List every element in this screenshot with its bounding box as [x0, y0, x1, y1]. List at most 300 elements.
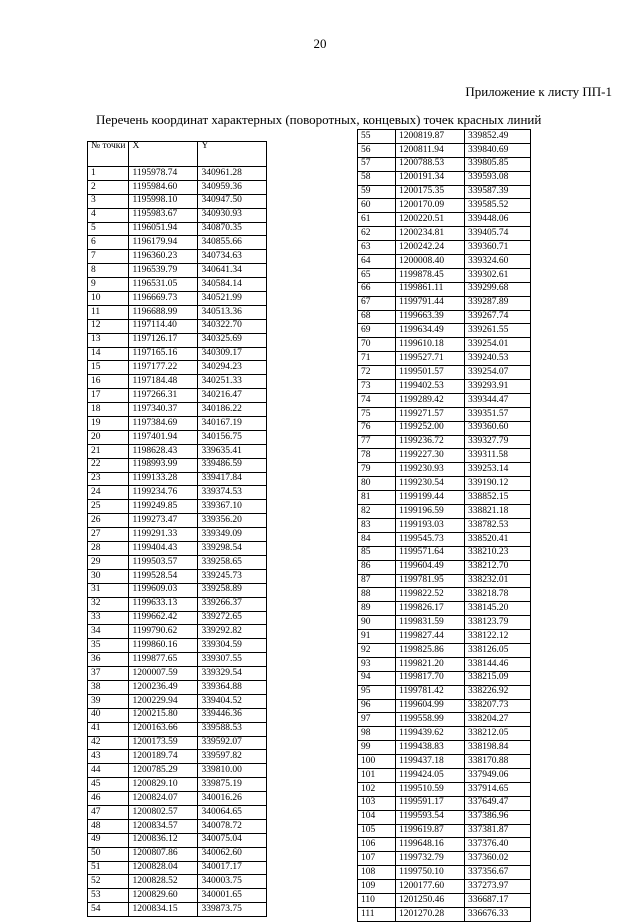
point-number-cell: 13	[88, 333, 129, 347]
x-coordinate-cell: 1199291.33	[129, 528, 198, 542]
table-row	[88, 180, 267, 194]
y-coordinate-cell: 337386.96	[465, 810, 531, 824]
table-row	[88, 750, 267, 764]
x-coordinate-cell: 1199633.13	[129, 597, 198, 611]
point-number-cell: 4	[88, 208, 129, 222]
point-number-cell: 20	[88, 430, 129, 444]
x-coordinate-cell: 1196531.05	[129, 278, 198, 292]
y-coordinate-cell: 340001.65	[198, 889, 267, 903]
y-coordinate-cell: 339351.57	[465, 407, 531, 421]
y-coordinate-cell: 339805.85	[465, 157, 531, 171]
point-number-cell: 3	[88, 194, 129, 208]
y-coordinate-cell: 338170.88	[465, 755, 531, 769]
point-number-cell: 17	[88, 389, 129, 403]
table-row	[358, 241, 531, 255]
y-coordinate-cell: 340870.35	[198, 222, 267, 236]
table-row	[88, 347, 267, 361]
point-number-cell: 107	[358, 852, 396, 866]
y-coordinate-cell: 340294.23	[198, 361, 267, 375]
y-coordinate-cell: 338210.23	[465, 546, 531, 560]
y-coordinate-cell: 337381.87	[465, 824, 531, 838]
y-coordinate-cell: 337649.47	[465, 796, 531, 810]
point-number-cell: 74	[358, 393, 396, 407]
table-row	[88, 805, 267, 819]
y-coordinate-cell: 338226.92	[465, 685, 531, 699]
table-row	[88, 639, 267, 653]
y-coordinate-cell: 339329.54	[198, 667, 267, 681]
x-coordinate-cell: 1199558.99	[396, 713, 465, 727]
table-row	[88, 819, 267, 833]
point-number-cell: 60	[358, 199, 396, 213]
table-row	[88, 389, 267, 403]
header-y: Y	[198, 142, 267, 167]
y-coordinate-cell: 339840.69	[465, 143, 531, 157]
y-coordinate-cell: 339360.60	[465, 421, 531, 435]
point-number-cell: 68	[358, 310, 396, 324]
point-number-cell: 12	[88, 319, 129, 333]
y-coordinate-cell: 340167.19	[198, 417, 267, 431]
y-coordinate-cell: 338126.05	[465, 643, 531, 657]
y-coordinate-cell: 339302.61	[465, 268, 531, 282]
point-number-cell: 90	[358, 616, 396, 630]
y-coordinate-cell: 337914.65	[465, 782, 531, 796]
x-coordinate-cell: 1199289.42	[396, 393, 465, 407]
table-row	[88, 361, 267, 375]
x-coordinate-cell: 1200828.04	[129, 861, 198, 875]
table-row	[88, 500, 267, 514]
x-coordinate-cell: 1199750.10	[396, 866, 465, 880]
x-coordinate-cell: 1200829.10	[129, 778, 198, 792]
y-coordinate-cell: 339245.73	[198, 569, 267, 583]
point-number-cell: 35	[88, 639, 129, 653]
y-coordinate-cell: 338821.18	[465, 505, 531, 519]
table-row	[88, 264, 267, 278]
y-coordinate-cell: 339261.55	[465, 324, 531, 338]
table-row	[88, 555, 267, 569]
point-number-cell: 15	[88, 361, 129, 375]
x-coordinate-cell: 1196539.79	[129, 264, 198, 278]
table-row	[88, 722, 267, 736]
x-coordinate-cell: 1200836.12	[129, 833, 198, 847]
table-row	[358, 393, 531, 407]
y-coordinate-cell: 339344.47	[465, 393, 531, 407]
table-row	[88, 694, 267, 708]
point-number-cell: 100	[358, 755, 396, 769]
y-coordinate-cell: 340325.69	[198, 333, 267, 347]
table-row	[358, 880, 531, 894]
point-number-cell: 104	[358, 810, 396, 824]
table-row	[358, 282, 531, 296]
table-row	[88, 292, 267, 306]
table-row	[88, 333, 267, 347]
header-point-number: № точки	[88, 142, 129, 167]
point-number-cell: 105	[358, 824, 396, 838]
x-coordinate-cell: 1201250.46	[396, 893, 465, 907]
point-number-cell: 42	[88, 736, 129, 750]
y-coordinate-cell: 339293.91	[465, 380, 531, 394]
table-row	[88, 889, 267, 903]
x-coordinate-cell: 1199133.28	[129, 472, 198, 486]
y-coordinate-cell: 340251.33	[198, 375, 267, 389]
y-coordinate-cell: 339875.19	[198, 778, 267, 792]
y-coordinate-cell: 339298.54	[198, 542, 267, 556]
point-number-cell: 75	[358, 407, 396, 421]
point-number-cell: 26	[88, 514, 129, 528]
table-row	[358, 907, 531, 921]
table-row	[88, 486, 267, 500]
point-number-cell: 38	[88, 680, 129, 694]
y-coordinate-cell: 340309.17	[198, 347, 267, 361]
table-row	[358, 157, 531, 171]
y-coordinate-cell: 336676.33	[465, 907, 531, 921]
y-coordinate-cell: 339852.49	[465, 130, 531, 144]
point-number-cell: 39	[88, 694, 129, 708]
table-row	[358, 421, 531, 435]
y-coordinate-cell: 337273.97	[465, 880, 531, 894]
y-coordinate-cell: 339267.74	[465, 310, 531, 324]
y-coordinate-cell: 339448.06	[465, 213, 531, 227]
table-row	[88, 403, 267, 417]
table-row	[358, 602, 531, 616]
table-row	[358, 671, 531, 685]
point-number-cell: 46	[88, 792, 129, 806]
point-number-cell: 1	[88, 167, 129, 181]
x-coordinate-cell: 1201270.28	[396, 907, 465, 921]
table-row	[358, 852, 531, 866]
point-number-cell: 44	[88, 764, 129, 778]
x-coordinate-cell: 1200220.51	[396, 213, 465, 227]
point-number-cell: 33	[88, 611, 129, 625]
x-coordinate-cell: 1196688.99	[129, 305, 198, 319]
table-row	[358, 643, 531, 657]
point-number-cell: 30	[88, 569, 129, 583]
y-coordinate-cell: 339446.36	[198, 708, 267, 722]
x-coordinate-cell: 1200807.86	[129, 847, 198, 861]
table-row	[88, 278, 267, 292]
y-coordinate-cell: 339190.12	[465, 477, 531, 491]
point-number-cell: 27	[88, 528, 129, 542]
x-coordinate-cell: 1200008.40	[396, 255, 465, 269]
x-coordinate-cell: 1199230.93	[396, 463, 465, 477]
x-coordinate-cell: 1199528.54	[129, 569, 198, 583]
table-row	[358, 435, 531, 449]
x-coordinate-cell: 1199861.11	[396, 282, 465, 296]
table-row	[358, 352, 531, 366]
y-coordinate-cell: 339254.07	[465, 366, 531, 380]
point-number-cell: 101	[358, 768, 396, 782]
x-coordinate-cell: 1197401.94	[129, 430, 198, 444]
table-row	[358, 477, 531, 491]
table-row	[88, 208, 267, 222]
table-row	[88, 764, 267, 778]
header-x: X	[129, 142, 198, 167]
table-row	[358, 685, 531, 699]
x-coordinate-cell: 1199791.44	[396, 296, 465, 310]
x-coordinate-cell: 1199825.86	[396, 643, 465, 657]
y-coordinate-cell: 336687.17	[465, 893, 531, 907]
appendix-label: Приложение к листу ПП-1	[465, 84, 612, 99]
y-coordinate-cell: 339287.89	[465, 296, 531, 310]
table-row	[358, 616, 531, 630]
x-coordinate-cell: 1199604.99	[396, 699, 465, 713]
x-coordinate-cell: 1199236.72	[396, 435, 465, 449]
x-coordinate-cell: 1199438.83	[396, 741, 465, 755]
x-coordinate-cell: 1200173.59	[129, 736, 198, 750]
point-number-cell: 29	[88, 555, 129, 569]
x-coordinate-cell: 1199732.79	[396, 852, 465, 866]
table-row	[358, 546, 531, 560]
x-coordinate-cell: 1199404.43	[129, 542, 198, 556]
x-coordinate-cell: 1200189.74	[129, 750, 198, 764]
point-number-cell: 96	[358, 699, 396, 713]
table-row	[88, 792, 267, 806]
point-number-cell: 81	[358, 491, 396, 505]
table-row	[358, 296, 531, 310]
y-coordinate-cell: 338212.05	[465, 727, 531, 741]
point-number-cell: 54	[88, 903, 129, 917]
x-coordinate-cell: 1195984.60	[129, 180, 198, 194]
point-number-cell: 25	[88, 500, 129, 514]
point-number-cell: 93	[358, 657, 396, 671]
y-coordinate-cell: 339592.07	[198, 736, 267, 750]
y-coordinate-cell: 340734.63	[198, 250, 267, 264]
x-coordinate-cell: 1200829.60	[129, 889, 198, 903]
point-number-cell: 87	[358, 574, 396, 588]
table-row	[358, 491, 531, 505]
y-coordinate-cell: 338122.12	[465, 630, 531, 644]
point-number-cell: 16	[88, 375, 129, 389]
x-coordinate-cell: 1200834.57	[129, 819, 198, 833]
x-coordinate-cell: 1199193.03	[396, 518, 465, 532]
x-coordinate-cell: 1200177.60	[396, 880, 465, 894]
x-coordinate-cell: 1200824.07	[129, 792, 198, 806]
point-number-cell: 98	[358, 727, 396, 741]
table-row	[88, 583, 267, 597]
x-coordinate-cell: 1196669.73	[129, 292, 198, 306]
table-row	[88, 375, 267, 389]
table-row	[358, 227, 531, 241]
point-number-cell: 36	[88, 653, 129, 667]
table-row	[88, 778, 267, 792]
table-row	[88, 597, 267, 611]
table-row	[358, 588, 531, 602]
y-coordinate-cell: 339404.52	[198, 694, 267, 708]
point-number-cell: 23	[88, 472, 129, 486]
point-number-cell: 86	[358, 560, 396, 574]
point-number-cell: 70	[358, 338, 396, 352]
point-number-cell: 28	[88, 542, 129, 556]
y-coordinate-cell: 339635.41	[198, 444, 267, 458]
x-coordinate-cell: 1199826.17	[396, 602, 465, 616]
x-coordinate-cell: 1200236.49	[129, 680, 198, 694]
y-coordinate-cell: 340961.28	[198, 167, 267, 181]
y-coordinate-cell: 337376.40	[465, 838, 531, 852]
y-coordinate-cell: 340016.26	[198, 792, 267, 806]
x-coordinate-cell: 1200191.34	[396, 171, 465, 185]
point-number-cell: 72	[358, 366, 396, 380]
table-row	[88, 736, 267, 750]
table-row	[88, 514, 267, 528]
x-coordinate-cell: 1199227.30	[396, 449, 465, 463]
x-coordinate-cell: 1199821.20	[396, 657, 465, 671]
point-number-cell: 59	[358, 185, 396, 199]
table-row	[88, 472, 267, 486]
table-row	[88, 305, 267, 319]
table-row	[358, 255, 531, 269]
point-number-cell: 37	[88, 667, 129, 681]
point-number-cell: 51	[88, 861, 129, 875]
table-row	[358, 407, 531, 421]
y-coordinate-cell: 338215.09	[465, 671, 531, 685]
point-number-cell: 22	[88, 458, 129, 472]
point-number-cell: 77	[358, 435, 396, 449]
point-number-cell: 76	[358, 421, 396, 435]
point-number-cell: 106	[358, 838, 396, 852]
x-coordinate-cell: 1199877.65	[129, 653, 198, 667]
x-coordinate-cell: 1199571.64	[396, 546, 465, 560]
table-row	[358, 810, 531, 824]
x-coordinate-cell: 1199604.49	[396, 560, 465, 574]
x-coordinate-cell: 1199634.49	[396, 324, 465, 338]
table-row	[358, 768, 531, 782]
point-number-cell: 67	[358, 296, 396, 310]
y-coordinate-cell: 339266.37	[198, 597, 267, 611]
y-coordinate-cell: 340156.75	[198, 430, 267, 444]
y-coordinate-cell: 337360.02	[465, 852, 531, 866]
y-coordinate-cell: 339360.71	[465, 241, 531, 255]
x-coordinate-cell: 1197165.16	[129, 347, 198, 361]
point-number-cell: 53	[88, 889, 129, 903]
table-row	[358, 199, 531, 213]
table-row	[358, 171, 531, 185]
point-number-cell: 52	[88, 875, 129, 889]
table-row	[88, 444, 267, 458]
point-number-cell: 102	[358, 782, 396, 796]
point-number-cell: 49	[88, 833, 129, 847]
point-number-cell: 55	[358, 130, 396, 144]
y-coordinate-cell: 340584.14	[198, 278, 267, 292]
table-row	[88, 417, 267, 431]
y-coordinate-cell: 340855.66	[198, 236, 267, 250]
y-coordinate-cell: 339311.58	[465, 449, 531, 463]
x-coordinate-cell: 1200229.94	[129, 694, 198, 708]
y-coordinate-cell: 339585.52	[465, 199, 531, 213]
table-row	[358, 310, 531, 324]
point-number-cell: 62	[358, 227, 396, 241]
point-number-cell: 108	[358, 866, 396, 880]
point-number-cell: 2	[88, 180, 129, 194]
point-number-cell: 7	[88, 250, 129, 264]
y-coordinate-cell: 340322.70	[198, 319, 267, 333]
point-number-cell: 82	[358, 505, 396, 519]
x-coordinate-cell: 1195978.74	[129, 167, 198, 181]
x-coordinate-cell: 1197177.22	[129, 361, 198, 375]
x-coordinate-cell: 1199230.54	[396, 477, 465, 491]
table-row	[358, 185, 531, 199]
point-number-cell: 19	[88, 417, 129, 431]
x-coordinate-cell: 1199648.16	[396, 838, 465, 852]
y-coordinate-cell: 339349.09	[198, 528, 267, 542]
point-number-cell: 84	[358, 532, 396, 546]
table-row	[88, 430, 267, 444]
y-coordinate-cell: 340003.75	[198, 875, 267, 889]
x-coordinate-cell: 1196179.94	[129, 236, 198, 250]
point-number-cell: 58	[358, 171, 396, 185]
x-coordinate-cell: 1197384.69	[129, 417, 198, 431]
x-coordinate-cell: 1199593.54	[396, 810, 465, 824]
x-coordinate-cell: 1199817.70	[396, 671, 465, 685]
y-coordinate-cell: 339240.53	[465, 352, 531, 366]
table-row	[358, 713, 531, 727]
x-coordinate-cell: 1195998.10	[129, 194, 198, 208]
x-coordinate-cell: 1200175.35	[396, 185, 465, 199]
x-coordinate-cell: 1199663.39	[396, 310, 465, 324]
y-coordinate-cell: 339486.59	[198, 458, 267, 472]
x-coordinate-cell: 1200242.24	[396, 241, 465, 255]
x-coordinate-cell: 1200234.81	[396, 227, 465, 241]
table-row	[88, 167, 267, 181]
x-coordinate-cell: 1199402.53	[396, 380, 465, 394]
coordinates-table-right	[357, 129, 531, 922]
point-number-cell: 6	[88, 236, 129, 250]
x-coordinate-cell: 1200802.57	[129, 805, 198, 819]
x-coordinate-cell: 1199790.62	[129, 625, 198, 639]
table-row	[358, 796, 531, 810]
table-row	[88, 236, 267, 250]
x-coordinate-cell: 1200170.09	[396, 199, 465, 213]
table-row	[88, 625, 267, 639]
point-number-cell: 45	[88, 778, 129, 792]
y-coordinate-cell: 339374.53	[198, 486, 267, 500]
table-row	[358, 741, 531, 755]
y-coordinate-cell: 339299.68	[465, 282, 531, 296]
table-row	[88, 833, 267, 847]
y-coordinate-cell: 339292.82	[198, 625, 267, 639]
point-number-cell: 5	[88, 222, 129, 236]
table-row	[88, 222, 267, 236]
x-coordinate-cell: 1199822.52	[396, 588, 465, 602]
y-coordinate-cell: 338207.73	[465, 699, 531, 713]
x-coordinate-cell: 1199252.00	[396, 421, 465, 435]
y-coordinate-cell: 340513.36	[198, 305, 267, 319]
x-coordinate-cell: 1199271.57	[396, 407, 465, 421]
x-coordinate-cell: 1198628.43	[129, 444, 198, 458]
point-number-cell: 111	[358, 907, 396, 921]
table-row	[358, 532, 531, 546]
x-coordinate-cell: 1200788.53	[396, 157, 465, 171]
point-number-cell: 65	[358, 268, 396, 282]
y-coordinate-cell: 340930.93	[198, 208, 267, 222]
document-title: Перечень координат характерных (поворотных, концевых) точек красных линий	[96, 112, 542, 127]
table-row	[88, 611, 267, 625]
page-number: 20	[313, 36, 327, 51]
table-row	[358, 893, 531, 907]
x-coordinate-cell: 1199781.42	[396, 685, 465, 699]
point-number-cell: 21	[88, 444, 129, 458]
point-number-cell: 40	[88, 708, 129, 722]
y-coordinate-cell: 339253.14	[465, 463, 531, 477]
x-coordinate-cell: 1200215.80	[129, 708, 198, 722]
x-coordinate-cell: 1199827.44	[396, 630, 465, 644]
y-coordinate-cell: 337356.67	[465, 866, 531, 880]
table-row	[88, 250, 267, 264]
point-number-cell: 94	[358, 671, 396, 685]
x-coordinate-cell: 1197126.17	[129, 333, 198, 347]
table-row	[358, 338, 531, 352]
point-number-cell: 85	[358, 546, 396, 560]
table-row	[358, 866, 531, 880]
y-coordinate-cell: 340186.22	[198, 403, 267, 417]
